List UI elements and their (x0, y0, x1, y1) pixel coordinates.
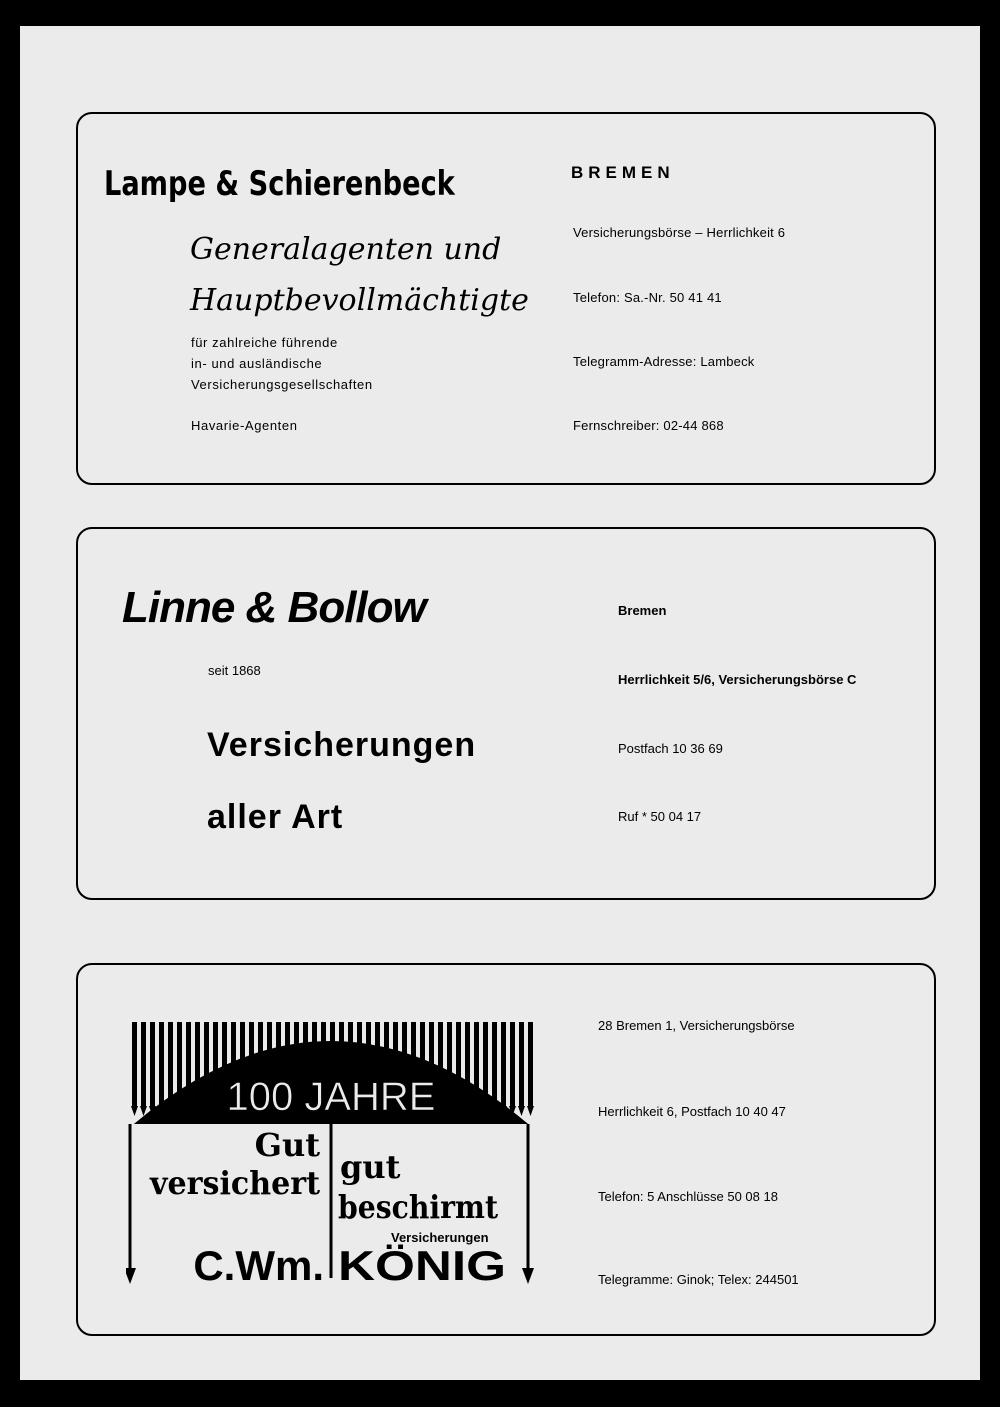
address: Herrlichkeit 5/6, Versicherungsbörse C (618, 672, 857, 687)
phone: Telefon: 5 Anschlüsse 50 08 18 (598, 1189, 778, 1204)
city: BREMEN (571, 163, 675, 182)
since: seit 1868 (208, 663, 261, 678)
address: 28 Bremen 1, Versicherungsbörse (598, 1018, 795, 1033)
logo-cwm: C.Wm. (193, 1242, 324, 1288)
logo-beschirmt: beschirmt (338, 1188, 499, 1226)
logo-koenig: KÖNIG (338, 1242, 506, 1288)
logo-versichert: versichert (149, 1164, 321, 1202)
phone: Telefon: Sa.-Nr. 50 41 41 (573, 290, 722, 305)
telex: Fernschreiber: 02-44 868 (573, 418, 724, 433)
slogan-line-1: Versicherungen (207, 726, 477, 764)
logo-banner-text: 100 JAHRE (226, 1075, 436, 1119)
slogan-line-2: aller Art (207, 798, 344, 836)
city: Bremen (618, 603, 667, 618)
script-line-2: Hauptbevollmächtigte (190, 283, 529, 318)
telegram-telex: Telegramme: Ginok; Telex: 244501 (598, 1272, 799, 1287)
address: Versicherungsbörse – Herrlichkeit 6 (573, 225, 786, 240)
description-line-2: in- und ausländische (191, 356, 323, 371)
logo-versicherungen: Versicherungen (391, 1230, 489, 1245)
logo-gut-left: Gut (254, 1126, 320, 1164)
postbox: Herrlichkeit 6, Postfach 10 40 47 (598, 1104, 786, 1119)
telegram-address: Telegramm-Adresse: Lambeck (573, 354, 755, 369)
company-title: Lampe & Schierenbeck (104, 164, 455, 204)
havarie-agents: Havarie-Agenten (191, 418, 298, 433)
phone: Ruf * 50 04 17 (618, 809, 702, 824)
logo-gut-right: gut (340, 1148, 401, 1186)
script-line-1: Generalagenten und (190, 232, 502, 267)
postbox: Postfach 10 36 69 (618, 741, 723, 756)
description-line-1: für zahlreiche führende (191, 335, 338, 350)
company-title: Linne & Bollow (122, 583, 426, 632)
koenig-logo (126, 1022, 536, 1288)
description-line-3: Versicherungsgesellschaften (191, 377, 373, 392)
